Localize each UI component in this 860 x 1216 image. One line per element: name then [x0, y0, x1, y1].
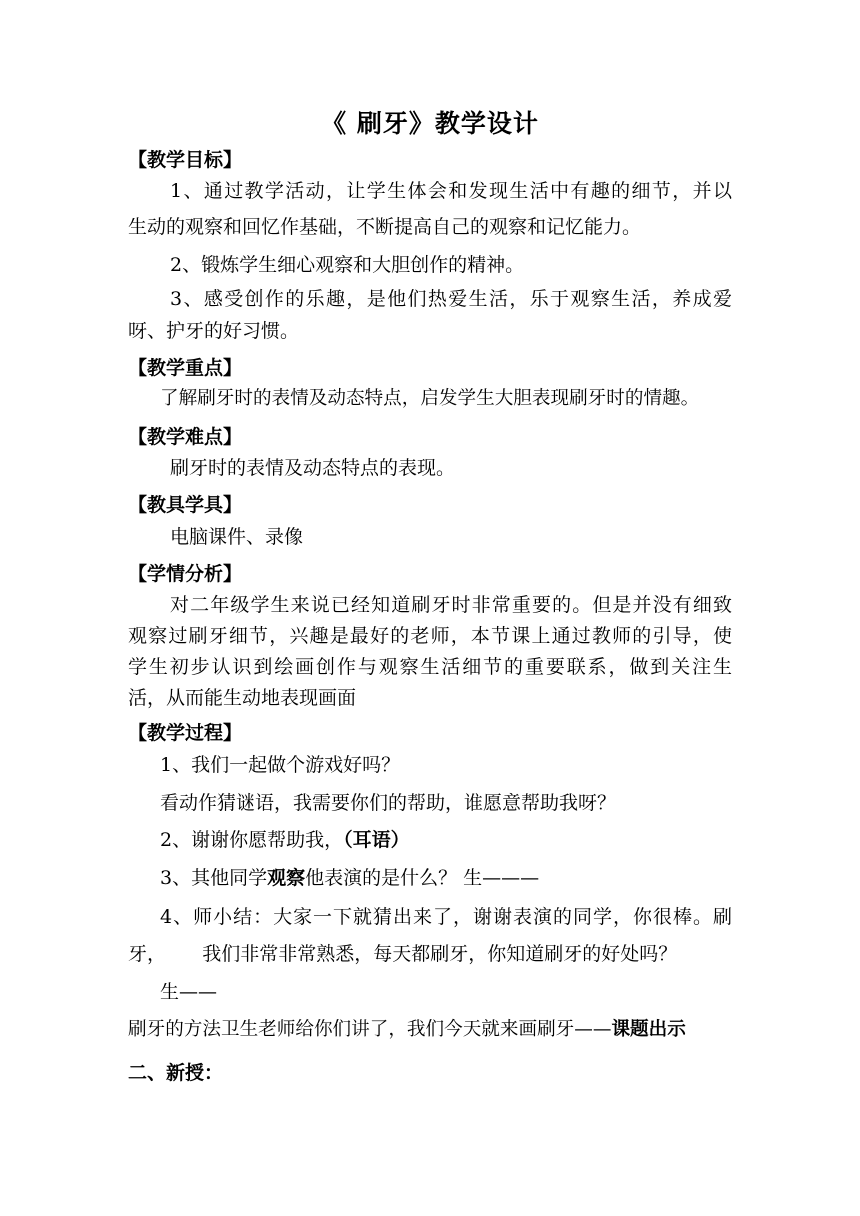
heading-teaching-tools: 【教具学具】 [128, 494, 243, 516]
process-step-4-line-2: 牙， 我们非常非常熟悉，每天都刷牙，你知道刷牙的好处吗？ [128, 943, 678, 965]
heading-student-analysis: 【学情分析】 [128, 563, 243, 585]
analysis-line-4: 活，从而能生动地表现画面 [128, 687, 357, 709]
tools-text: 电脑课件、录像 [170, 526, 304, 548]
process-step-5: 生—— [160, 981, 218, 1003]
process-step-3 [160, 869, 539, 888]
heading-teaching-goals: 【教学目标】 [128, 149, 243, 171]
analysis-line-3: 学生初步认识到绘画创作与观察生活细节的重要联系，做到关注生 [128, 656, 732, 678]
process-step-6 [128, 1021, 686, 1040]
document-title: 《 刷牙》教学设计 [321, 109, 539, 138]
process-step-3-text-b: 他表演的是什么？ 生——— [305, 867, 540, 889]
analysis-line-1: 对二年级学生来说已经知道刷牙时非常重要的。但是并没有细致 [170, 594, 732, 616]
difficulty-text: 刷牙时的表情及动态特点的表现。 [170, 457, 456, 479]
process-step-3-emphasis: 观察 [267, 867, 306, 889]
process-step-1: 1、我们一起做个游戏好吗？ [160, 754, 401, 776]
process-step-1-detail: 看动作猜谜语，我需要你们的帮助，谁愿意帮助我呀？ [160, 792, 617, 814]
process-step-6-emphasis: 课题出示 [611, 1019, 686, 1040]
process-step-4-line-1: 4、师小结：大家一下就猜出来了，谢谢表演的同学，你很棒。刷 [160, 906, 732, 928]
heading-teaching-focus: 【教学重点】 [128, 357, 243, 379]
process-step-6-text: 刷牙的方法卫生老师给你们讲了，我们今天就来画刷牙—— [128, 1019, 612, 1040]
process-step-3-text-a: 3、其他同学 [160, 867, 268, 889]
goal-3-line-2: 呀、护牙的好习惯。 [128, 320, 300, 342]
process-step-2-text: 2、谢谢你愿帮助我， [160, 829, 344, 851]
process-step-2 [160, 831, 410, 850]
focus-text: 了解刷牙时的表情及动态特点，启发学生大胆表现刷牙时的情趣。 [160, 388, 700, 409]
goal-1-line-1: 1、通过教学活动，让学生体会和发现生活中有趣的细节，并以 [170, 180, 732, 202]
heading-teaching-process: 【教学过程】 [128, 722, 243, 744]
process-step-2-note: （耳语） [343, 829, 410, 851]
analysis-line-2: 观察过刷牙细节，兴趣是最好的老师，本节课上通过教师的引导，使 [128, 625, 732, 647]
heading-teaching-difficulty: 【教学难点】 [128, 426, 243, 448]
goal-1-line-2: 生动的观察和回忆作基础，不断提高自己的观察和记忆能力。 [128, 216, 642, 238]
heading-new-lesson: 二、新授： [128, 1062, 224, 1084]
goal-2: 2、锻炼学生细心观察和大胆创作的精神。 [170, 254, 525, 276]
goal-3-line-1: 3、感受创作的乐趣，是他们热爱生活，乐于观察生活，养成爱 [170, 288, 732, 310]
